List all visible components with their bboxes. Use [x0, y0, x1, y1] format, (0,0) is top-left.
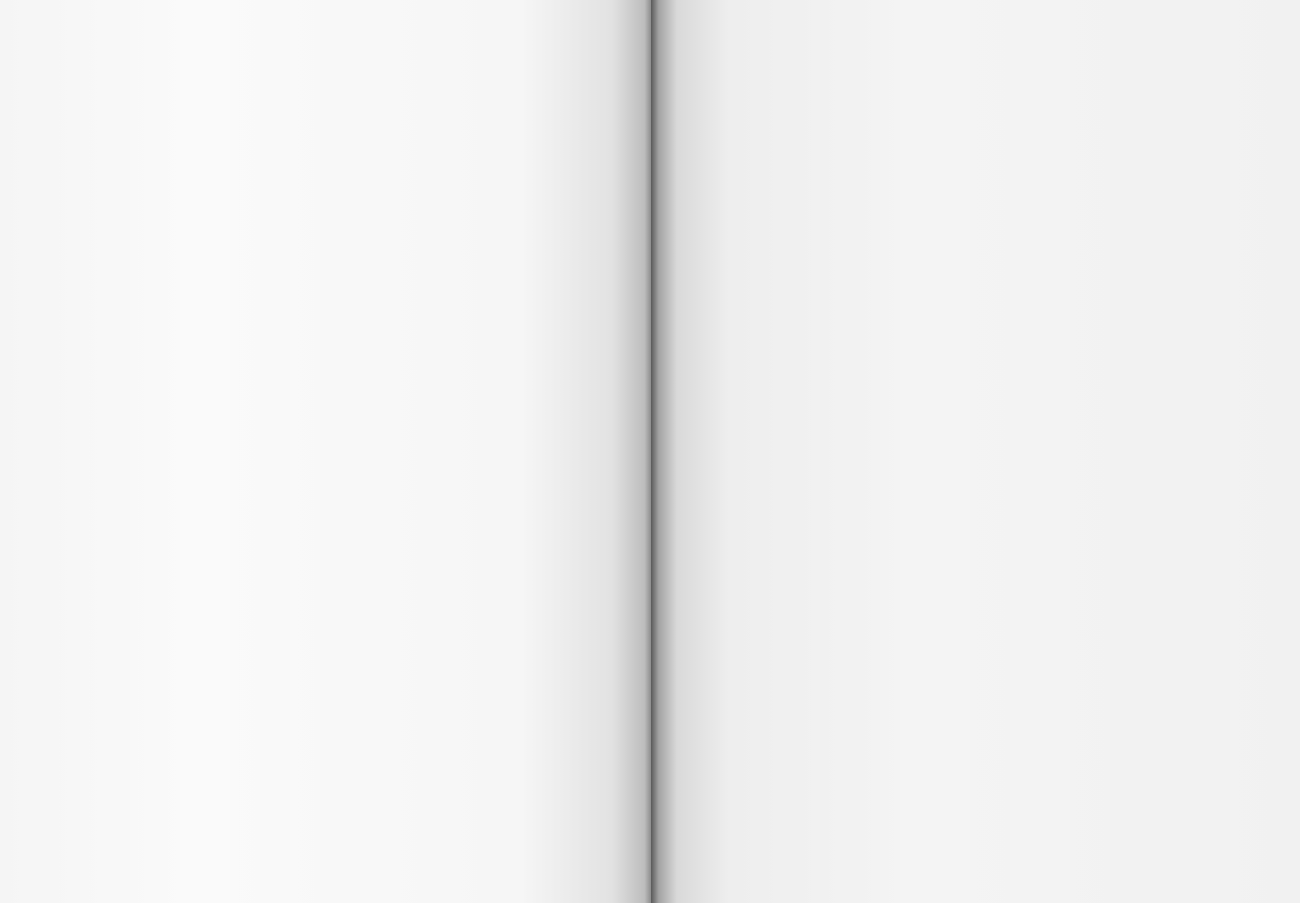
right-page — [651, 0, 1300, 903]
